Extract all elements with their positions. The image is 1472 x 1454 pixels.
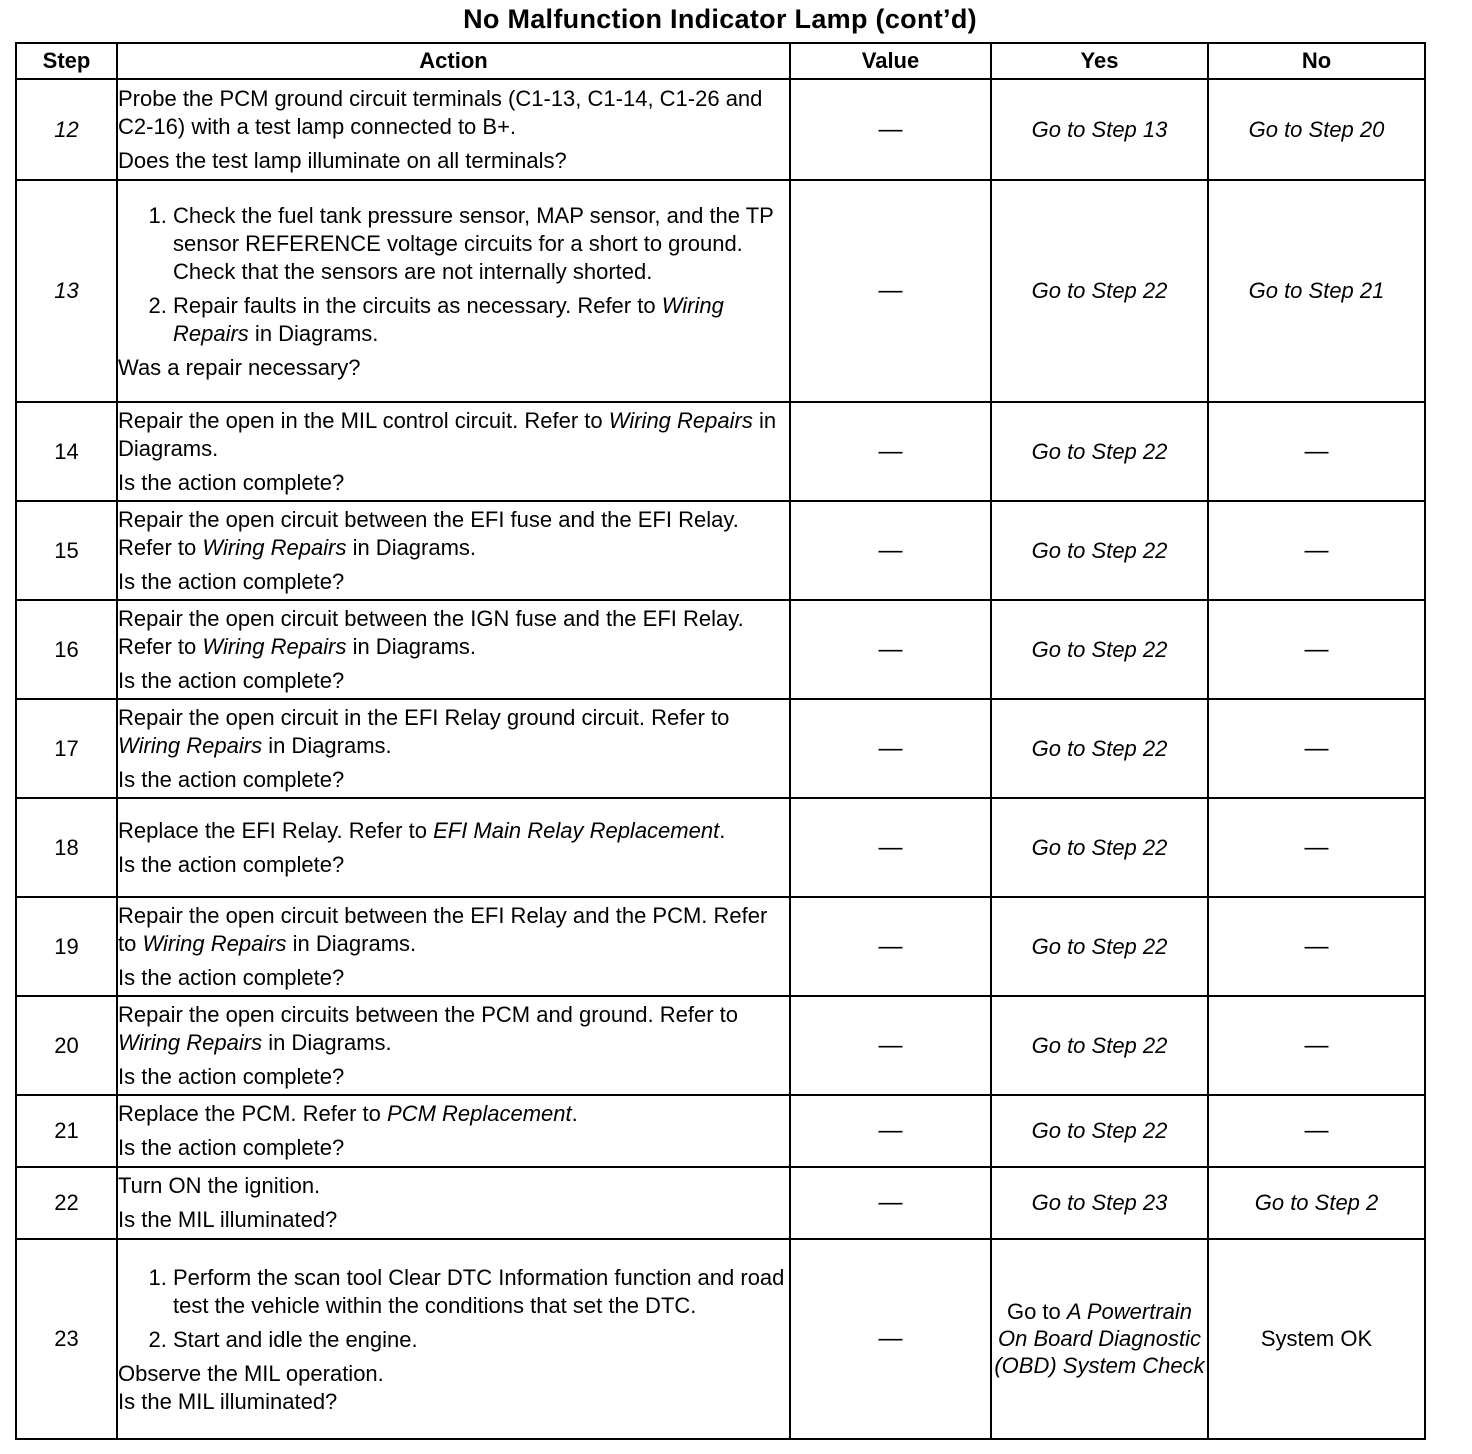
no-cell: Go to Step 2 bbox=[1208, 1167, 1425, 1239]
table-row bbox=[16, 79, 1425, 180]
value-cell: — bbox=[790, 180, 991, 402]
step-number: 20 bbox=[16, 996, 117, 1095]
table-row bbox=[16, 180, 1425, 402]
action-text: Turn ON the ignition. bbox=[118, 1173, 321, 1198]
action-text: Observe the MIL operation. bbox=[118, 1361, 384, 1386]
value-cell: — bbox=[790, 897, 991, 996]
reference-link: Wiring Repairs bbox=[118, 1029, 263, 1055]
table-row bbox=[16, 600, 1425, 699]
action-text: Repair the open circuits between the PCM and ground. Refer to Wiring Repairs in Diagrams. bbox=[118, 1001, 739, 1055]
step-number: 18 bbox=[16, 798, 117, 897]
action-question: Is the action complete? bbox=[118, 851, 345, 877]
reference-link: Wiring Repairs bbox=[173, 293, 724, 346]
table-row bbox=[16, 798, 1425, 897]
no-cell: — bbox=[1208, 1095, 1425, 1167]
action-question: Is the action complete? bbox=[118, 568, 345, 594]
table-row bbox=[16, 897, 1425, 996]
action-cell bbox=[117, 897, 790, 996]
action-text: Replace the PCM. Refer to PCM Replacement. bbox=[118, 1101, 578, 1126]
action-text: in Diagrams. bbox=[248, 321, 379, 346]
header-value: Value bbox=[790, 43, 991, 79]
value-cell: — bbox=[790, 996, 991, 1095]
yes-text: Go to bbox=[1006, 1298, 1067, 1324]
action-cell bbox=[117, 402, 790, 501]
yes-cell: Go to Step 22 bbox=[991, 1095, 1208, 1167]
step-number: 16 bbox=[16, 600, 117, 699]
action-question: Was a repair necessary? bbox=[118, 355, 361, 380]
value-cell: — bbox=[790, 1095, 991, 1167]
yes-cell: Go to Step 22 bbox=[991, 798, 1208, 897]
header-no: No bbox=[1208, 43, 1425, 79]
reference-link: A Powertrain On Board Diagnostic (OBD) System Check bbox=[994, 1298, 1205, 1378]
step-number: 13 bbox=[16, 180, 117, 402]
value-cell: — bbox=[790, 402, 991, 501]
no-cell: — bbox=[1208, 996, 1425, 1095]
table-header-row bbox=[16, 43, 1425, 79]
step-number: 23 bbox=[16, 1239, 117, 1439]
action-text: Replace the EFI Relay. Refer to EFI Main Relay Replacement. bbox=[118, 817, 726, 843]
reference-link: Wiring Repairs bbox=[142, 930, 287, 956]
yes-cell: Go to Step 22 bbox=[991, 897, 1208, 996]
action-question: Is the MIL illuminated? bbox=[118, 1207, 338, 1232]
header-action: Action bbox=[117, 43, 790, 79]
value-cell: — bbox=[790, 501, 991, 600]
action-text: Repair the open in the MIL control circuit. Refer to Wiring Repairs in Diagrams. bbox=[118, 407, 777, 461]
action-cell bbox=[117, 180, 790, 402]
value-cell: — bbox=[790, 600, 991, 699]
table-row bbox=[16, 1167, 1425, 1239]
reference-link: Wiring Repairs bbox=[202, 633, 347, 659]
action-list-item: 2. Start and idle the engine. bbox=[173, 1326, 789, 1354]
action-cell bbox=[117, 501, 790, 600]
action-cell bbox=[117, 1095, 790, 1167]
no-cell: — bbox=[1208, 699, 1425, 798]
value-cell: — bbox=[790, 1239, 991, 1439]
yes-cell: Go to Step 22 bbox=[991, 996, 1208, 1095]
no-cell: — bbox=[1208, 402, 1425, 501]
step-number: 12 bbox=[16, 79, 117, 180]
table-row bbox=[16, 699, 1425, 798]
table-row bbox=[16, 996, 1425, 1095]
no-cell: — bbox=[1208, 897, 1425, 996]
yes-cell bbox=[991, 1239, 1208, 1439]
yes-cell: Go to Step 22 bbox=[991, 600, 1208, 699]
table-row bbox=[16, 1239, 1425, 1439]
action-list-item: 1. Perform the scan tool Clear DTC Information function and road test the vehicle within the conditions that set the DTC. bbox=[173, 1264, 789, 1320]
action-text: Repair the open circuit between the EFI Relay and the PCM. Refer to Wiring Repairs in Diagrams. bbox=[118, 902, 768, 956]
value-cell: — bbox=[790, 699, 991, 798]
no-cell: System OK bbox=[1208, 1239, 1425, 1439]
action-cell bbox=[117, 1167, 790, 1239]
action-question: Is the action complete? bbox=[118, 964, 345, 990]
no-cell: Go to Step 21 bbox=[1208, 180, 1425, 402]
yes-cell: Go to Step 13 bbox=[991, 79, 1208, 180]
table-row bbox=[16, 1095, 1425, 1167]
page-title: No Malfunction Indicator Lamp (cont’d) bbox=[463, 4, 977, 34]
action-cell bbox=[117, 600, 790, 699]
reference-link: PCM Replacement bbox=[387, 1101, 572, 1126]
step-number: 17 bbox=[16, 699, 117, 798]
action-question: Is the action complete? bbox=[118, 1063, 345, 1089]
reference-link: Wiring Repairs bbox=[202, 534, 347, 560]
value-cell: — bbox=[790, 1167, 991, 1239]
action-text: Repair the open circuit between the EFI fuse and the EFI Relay. Refer to Wiring Repairs in Diagrams. bbox=[118, 506, 739, 560]
reference-link: Wiring Repairs bbox=[608, 407, 753, 433]
table-row bbox=[16, 402, 1425, 501]
diagnostic-steps-table bbox=[15, 42, 1426, 1440]
action-cell bbox=[117, 798, 790, 897]
yes-cell: Go to Step 22 bbox=[991, 402, 1208, 501]
step-number: 22 bbox=[16, 1167, 117, 1239]
action-question: Is the action complete? bbox=[118, 766, 345, 792]
yes-cell: Go to Step 23 bbox=[991, 1167, 1208, 1239]
no-cell: — bbox=[1208, 600, 1425, 699]
action-cell bbox=[117, 79, 790, 180]
yes-cell: Go to Step 22 bbox=[991, 699, 1208, 798]
action-text: Probe the PCM ground circuit terminals (C1-13, C1-14, C1-26 and C2-16) with a test lamp connected to B+. bbox=[118, 85, 763, 139]
action-cell bbox=[117, 699, 790, 798]
value-cell: — bbox=[790, 798, 991, 897]
step-number: 15 bbox=[16, 501, 117, 600]
action-list-item bbox=[173, 292, 789, 348]
action-list-item: 1. Check the fuel tank pressure sensor, MAP sensor, and the TP sensor REFERENCE voltage circuits for a short to ground. Check that the sensors are not internally shorted. bbox=[173, 202, 789, 286]
action-question: Is the action complete? bbox=[118, 1135, 345, 1160]
step-number: 21 bbox=[16, 1095, 117, 1167]
no-cell: — bbox=[1208, 798, 1425, 897]
action-text: Repair faults in the circuits as necessary. Refer to bbox=[173, 293, 662, 318]
action-text: Repair the open circuit between the IGN fuse and the EFI Relay. Refer to Wiring Repairs in Diagrams. bbox=[118, 605, 744, 659]
action-text: Repair the open circuit in the EFI Relay ground circuit. Refer to Wiring Repairs in Diagrams. bbox=[118, 704, 730, 758]
step-number: 19 bbox=[16, 897, 117, 996]
reference-link: Wiring Repairs bbox=[118, 732, 263, 758]
action-question: Is the action complete? bbox=[118, 667, 345, 693]
action-question: Is the action complete? bbox=[118, 469, 345, 495]
no-cell: Go to Step 20 bbox=[1208, 79, 1425, 180]
action-question: Does the test lamp illuminate on all terminals? bbox=[118, 147, 567, 173]
yes-cell: Go to Step 22 bbox=[991, 180, 1208, 402]
reference-link: EFI Main Relay Replacement bbox=[433, 817, 720, 843]
step-number: 14 bbox=[16, 402, 117, 501]
no-cell: — bbox=[1208, 501, 1425, 600]
value-cell: — bbox=[790, 79, 991, 180]
action-cell bbox=[117, 1239, 790, 1439]
header-step: Step bbox=[16, 43, 117, 79]
header-yes: Yes bbox=[991, 43, 1208, 79]
action-cell bbox=[117, 996, 790, 1095]
yes-cell: Go to Step 22 bbox=[991, 501, 1208, 600]
action-question: Is the MIL illuminated? bbox=[118, 1389, 338, 1414]
table-row bbox=[16, 501, 1425, 600]
